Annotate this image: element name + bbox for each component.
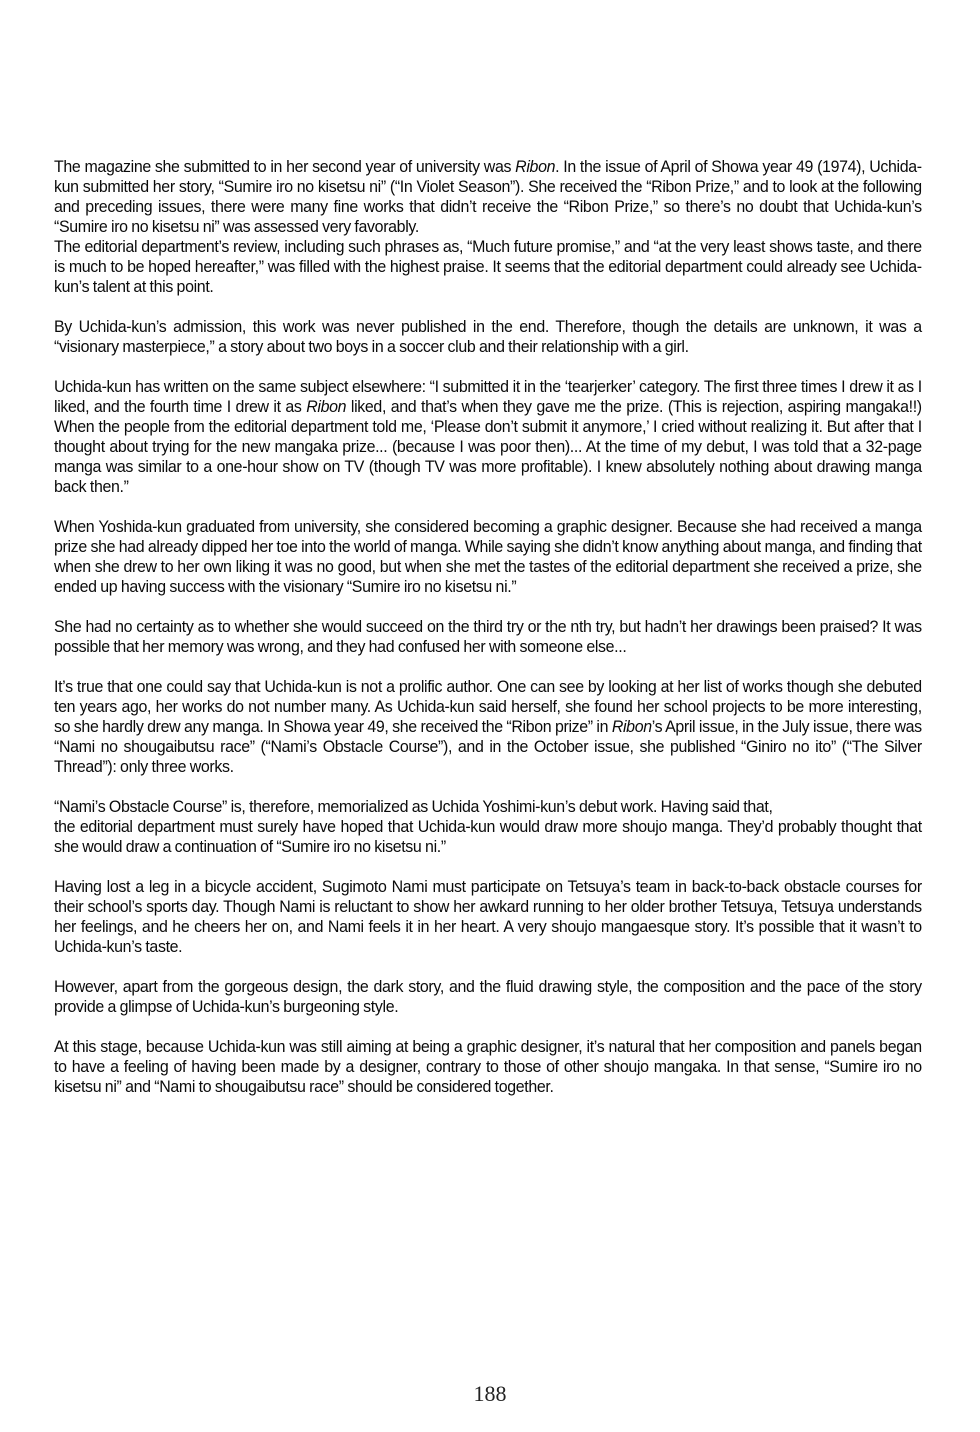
text-run: By Uchida-kun’s admission, this work was never published in the end. Therefore, though the details are unknown, it was a “visionary masterpiece,” a story about two boys in a soccer club and their relationship with a girl. (54, 318, 922, 356)
paragraph-p7 (54, 677, 922, 777)
paragraph-p6 (54, 617, 922, 657)
paragraph-p5 (54, 517, 922, 597)
text-run: The editorial department’s review, including such phrases as, “Much future promise,” and “at the very least shows taste, and there is much to be hoped hereafter,” was filled with the highest praise. It seems that the editorial department could already see Uchida-kun’s talent at this point. (54, 238, 922, 296)
text-run: It’s true that one could say that Uchida-kun is not a prolific author. One can see by looking at her list of works though she debuted ten years ago, her works do not number many. As Uchida-kun said herself, she found her school projects to be more interesting, so she hardly drew any manga. In Showa year 49, she received the “Ribon prize” in (54, 678, 922, 736)
italic-title: Ribon (306, 398, 347, 416)
paragraph-p4 (54, 377, 922, 497)
paragraph-p9 (54, 877, 922, 957)
italic-title: Ribon (611, 718, 652, 736)
text-run: “Nami’s Obstacle Course” is, therefore, memorialized as Uchida Yoshimi-kun’s debut work. Having said that, (54, 798, 773, 816)
paragraph-p10 (54, 977, 922, 1017)
document-body (54, 157, 935, 1117)
italic-title: Ribon (515, 158, 556, 176)
paragraph-p8 (54, 797, 922, 857)
text-run: However, apart from the gorgeous design, the dark story, and the fluid drawing style, the composition and the pace of the story provide a glimpse of Uchida-kun’s burgeoning style. (54, 978, 922, 1016)
paragraph-p3 (54, 317, 922, 357)
paragraph-p2 (54, 237, 922, 297)
text-run: the editorial department must surely have hoped that Uchida-kun would draw more shoujo manga. They’d probably thought that she would draw a continuation of “Sumire iro no kisetsu ni.” (54, 818, 922, 856)
text-run: liked, and that’s when they gave me the prize. (This is rejection, aspiring mangaka!!) When the people from the editorial department told me, ‘Please don’t submit it anymore,’ I cried without realizing it. But after that I thought about trying for the new mangaka prize... (because I was poor then)... At the time of my debut, I was told that a 32-page manga was similar to a one-hour show on TV (though TV was more profitable). I knew absolutely nothing about drawing manga back then.” (54, 398, 922, 496)
text-run: When Yoshida-kun graduated from university, she considered becoming a graphic designer. Because she had received a manga prize she had already dipped her toe into the world of manga. While saying she didn’t know anything about manga, and finding that when she drew to her own liking it was no good, but when she met the tastes of the editorial department she received a prize, she ended up having success with the visionary “Sumire iro no kisetsu ni.” (54, 518, 922, 596)
text-run: Having lost a leg in a bicycle accident, Sugimoto Nami must participate on Tetsuya’s team in back-to-back obstacle courses for their school’s sports day. Though Nami is reluctant to show her awkard running to her older brother Tetsuya, Tetsuya understands her feelings, and he cheers her on, and Nami feels it in her heart. A very shoujo mangaesque story. It’s possible that it wasn’t to Uchida-kun’s taste. (54, 878, 922, 956)
text-run: At this stage, because Uchida-kun was still aiming at being a graphic designer, it’s natural that her composition and panels began to have a feeling of having been made by a designer, contrary to those of other shoujo mangaka. In that sense, “Sumire iro no kisetsu ni” and “Nami to shougaibutsu race” should be considered together. (54, 1038, 922, 1096)
paragraph-p1 (54, 157, 922, 237)
paragraph-p11 (54, 1037, 922, 1097)
text-run: . In the issue of April of Showa year 49 (1974), Uchida-kun submitted her story, “Sumire iro no kisetsu ni” (“In Violet Season”). She received the “Ribon Prize,” and to look at the following and preceding issues, there were many fine works that didn’t receive the “Ribon Prize,” so there’s no doubt that Uchida-kun’s “Sumire iro no kisetsu ni” was assessed very favorably. (54, 158, 922, 236)
text-run: Uchida-kun has written on the same subject elsewhere: “I submitted it in the ‘tearjerker’ category. The first three times I drew it as I liked, and the fourth time I drew it as (54, 378, 922, 416)
text-run: The magazine she submitted to in her second year of university was (54, 158, 516, 176)
text-run: ’s April issue, in the July issue, there was “Nami no shougaibutsu race” (“Nami’s Obstacle Course”), and in the October issue, she published “Giniro no ito” (“The Silver Thread”): only three works. (54, 718, 922, 776)
text-run: She had no certainty as to whether she would succeed on the third try or the nth try, but hadn’t her drawings been praised? It was possible that her memory was wrong, and they had confused her with someone else... (54, 618, 922, 656)
page-number: 188 (473, 1381, 507, 1406)
